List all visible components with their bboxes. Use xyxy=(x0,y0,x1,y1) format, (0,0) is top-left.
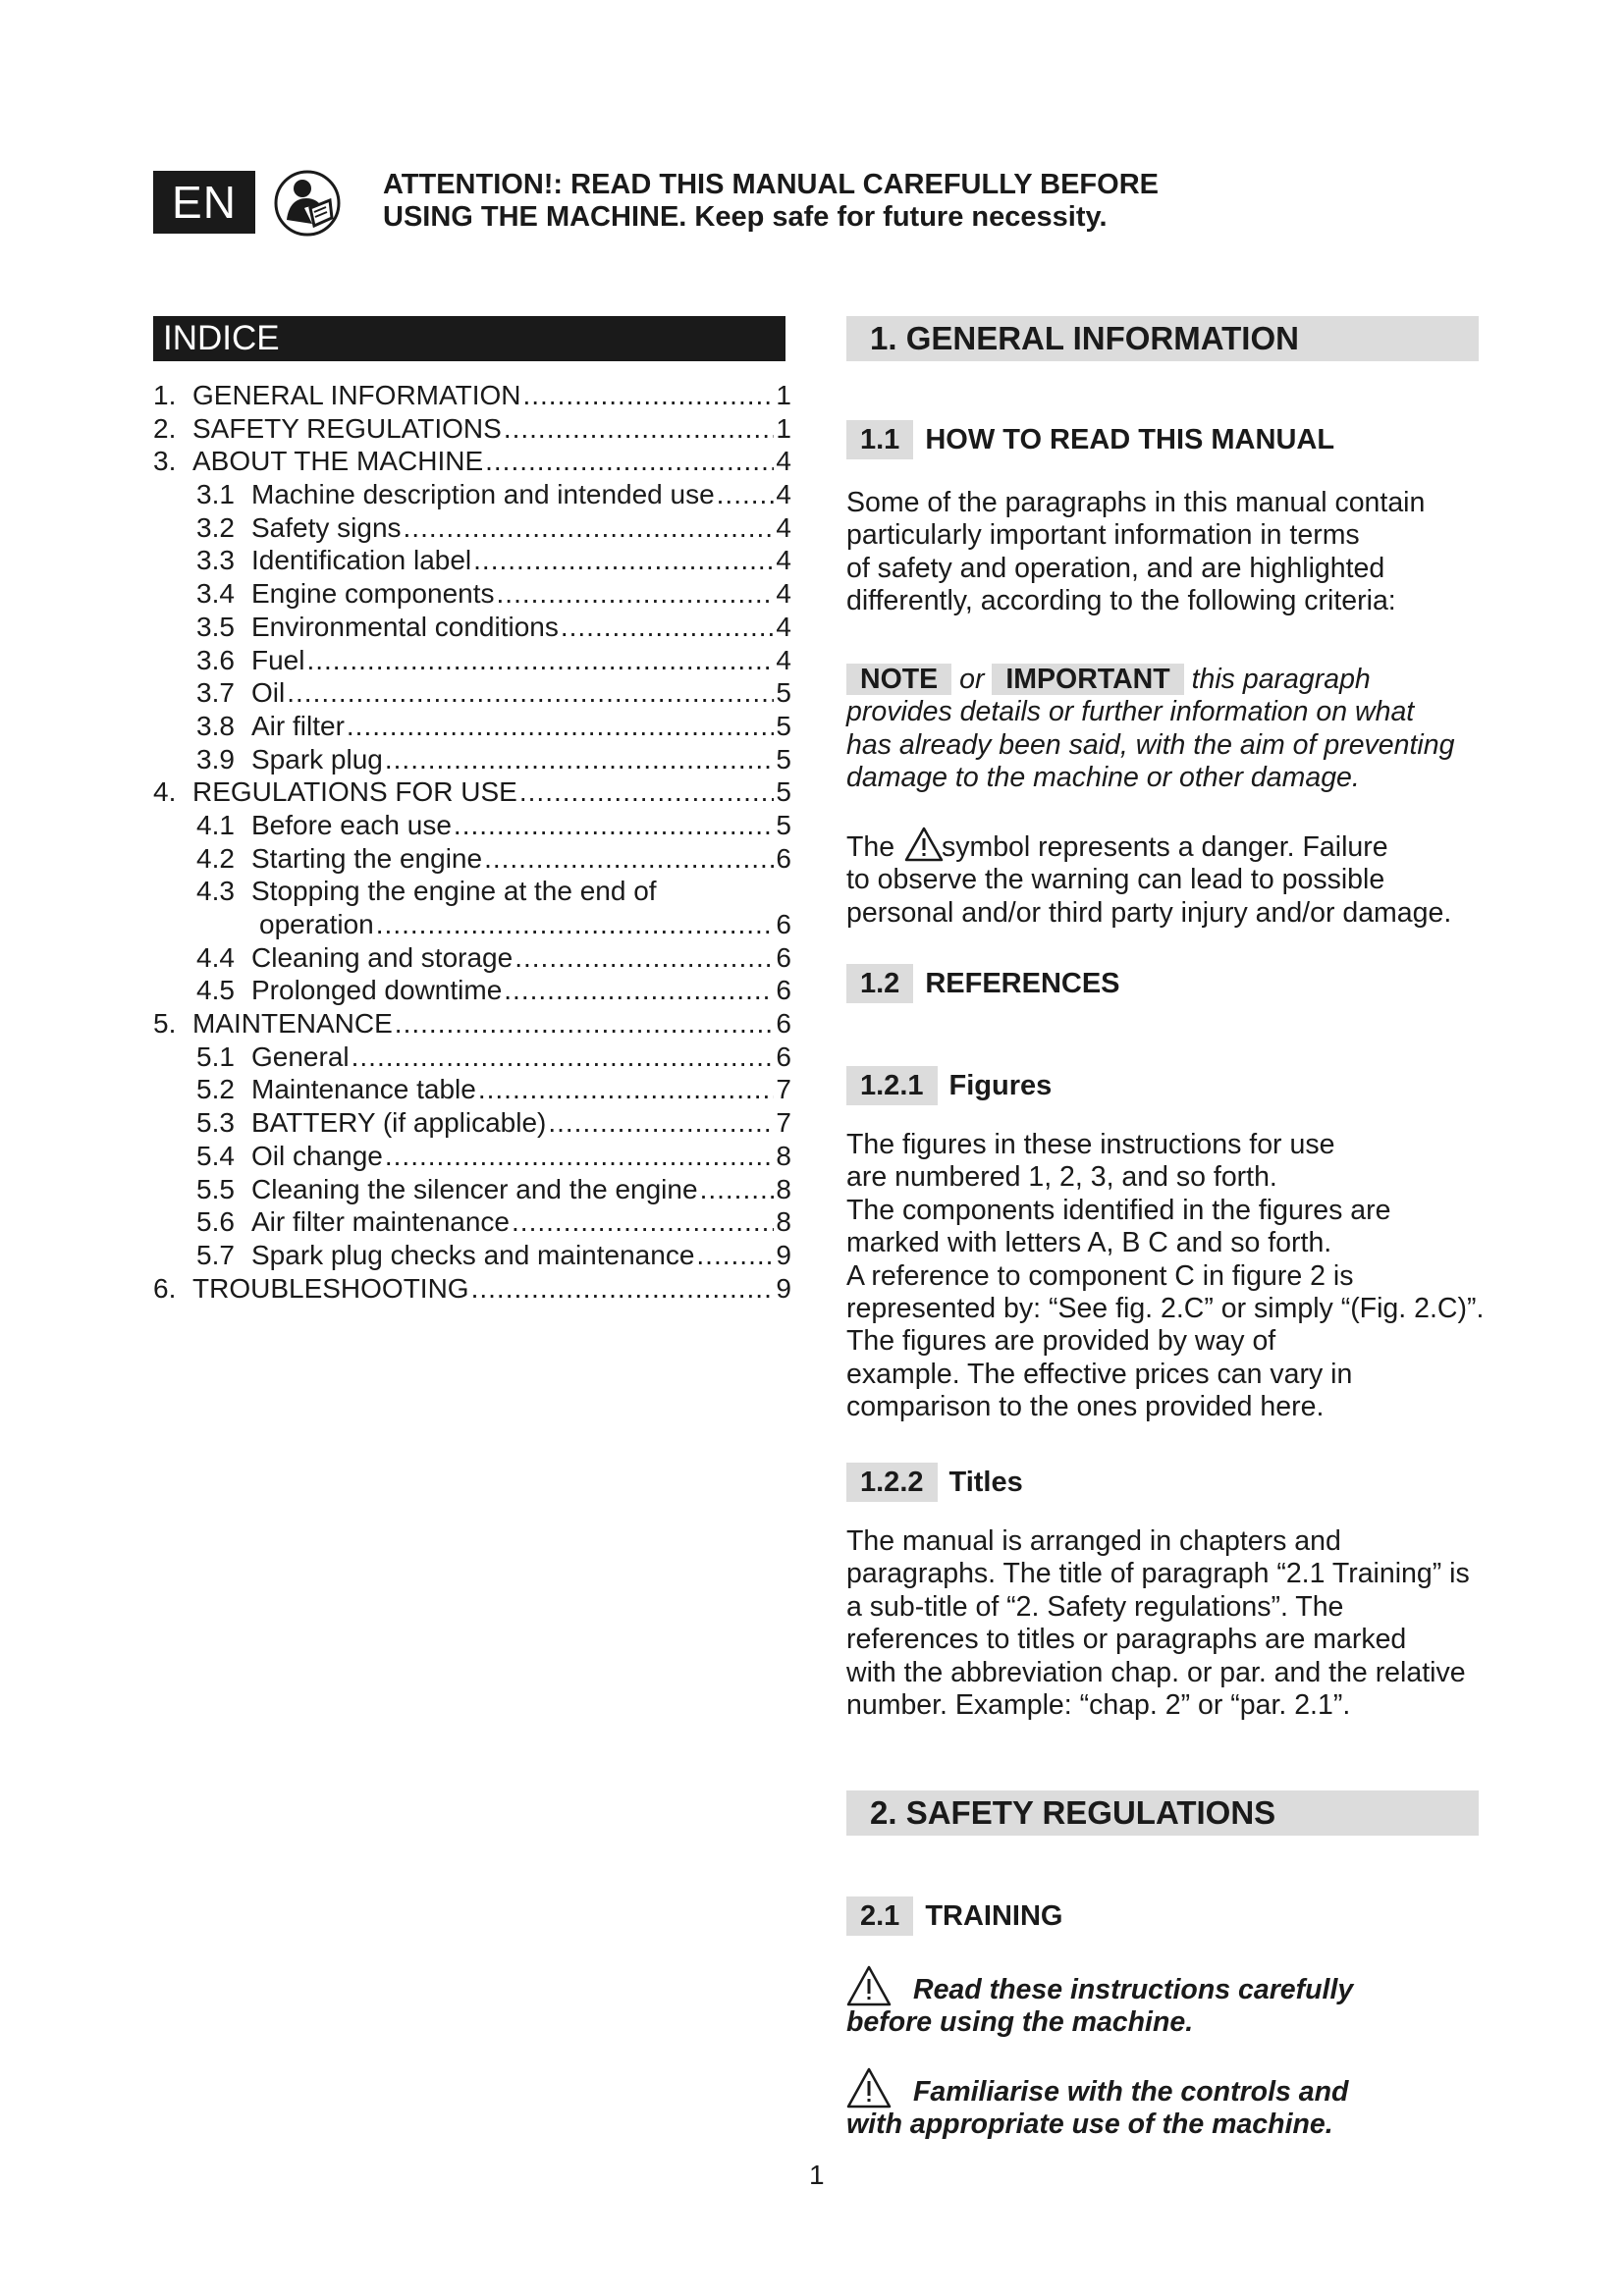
text-line: are numbered 1, 2, 3, and so forth. xyxy=(846,1161,1277,1194)
toc-leader-dots xyxy=(504,974,774,1007)
danger-paragraph xyxy=(846,827,1494,930)
toc-item-label: Engine components xyxy=(251,578,495,610)
toc-item-number: 5.2 xyxy=(196,1074,235,1105)
text-line: of safety and operation, and are highlighted xyxy=(846,552,1385,584)
danger-pre: The xyxy=(846,831,895,863)
text-line: particularly important information in terms xyxy=(846,519,1360,552)
toc-item-number: 5. xyxy=(153,1008,177,1040)
text-line: differently, according to the following criteria: xyxy=(846,585,1396,617)
text-line: has already been said, with the aim of preventing xyxy=(846,728,1455,761)
toc-item-number: 4.5 xyxy=(196,975,235,1006)
text-line: damage to the machine or other damage. xyxy=(846,762,1360,794)
toc-item-page: 7 xyxy=(776,1107,791,1139)
toc-item-page: 8 xyxy=(776,1206,791,1238)
toc-item-page: 6 xyxy=(776,1041,791,1072)
toc-item-label: REGULATIONS FOR USE xyxy=(192,776,517,808)
section-number: 1.1 xyxy=(846,420,913,459)
toc-item-label: Cleaning and storage xyxy=(251,941,514,973)
toc-item[interactable] xyxy=(153,1173,791,1206)
toc-item[interactable] xyxy=(153,611,791,644)
toc-item-page: 1 xyxy=(776,380,791,410)
toc-item-label: SAFETY REGULATIONS xyxy=(192,412,502,444)
toc-item[interactable] xyxy=(153,809,791,842)
toc-item-number: 3.2 xyxy=(196,511,235,543)
toc-item-number: 4. xyxy=(153,776,177,808)
text-line: to observe the warning can lead to possible xyxy=(846,864,1385,896)
danger-post: symbol represents a danger. Failure xyxy=(941,831,1388,863)
note-or: or xyxy=(959,664,985,695)
toc-leader-dots xyxy=(347,710,775,743)
toc-item-page: 5 xyxy=(776,809,791,840)
language-badge: EN xyxy=(153,171,255,234)
toc-item-label: operation xyxy=(259,909,374,939)
toc-item-label: Identification label xyxy=(251,545,472,576)
section-number: 2.1 xyxy=(846,1896,913,1936)
toc-item-label: Spark plug checks and maintenance xyxy=(251,1239,695,1270)
section-title: Figures xyxy=(948,1069,1053,1101)
toc-item[interactable] xyxy=(153,379,791,412)
toc-item-page: 4 xyxy=(776,545,791,576)
toc-leader-dots xyxy=(473,544,774,577)
section-2-1-heading xyxy=(846,1896,1063,1936)
warning-triangle-icon xyxy=(846,1965,892,2006)
toc-item[interactable] xyxy=(153,1272,791,1306)
toc-item-number: 4.3 xyxy=(196,876,235,907)
toc-item-label: Spark plug xyxy=(251,743,383,774)
toc-leader-dots xyxy=(548,1106,774,1140)
toc-item[interactable] xyxy=(153,974,791,1007)
toc-item-label: Air filter maintenance xyxy=(251,1206,511,1238)
toc-item-page: 4 xyxy=(776,511,791,543)
toc-item-page: 4 xyxy=(776,644,791,675)
toc-item-number: 5.3 xyxy=(196,1107,235,1139)
text-line: personal and/or third party injury and/or damage. xyxy=(846,896,1452,929)
toc-item-label: Machine description and intended use xyxy=(251,479,715,510)
toc-item[interactable] xyxy=(153,1140,791,1173)
toc-item[interactable] xyxy=(153,710,791,743)
toc-item-label: Oil change xyxy=(251,1140,383,1171)
toc-item[interactable] xyxy=(153,1205,791,1239)
toc-item-page: 6 xyxy=(776,842,791,874)
toc-item-label: Safety signs xyxy=(251,511,402,543)
toc-item-number: 2. xyxy=(153,412,177,444)
toc-item-label: Fuel xyxy=(251,644,305,675)
table-of-contents xyxy=(153,379,791,1305)
toc-item-label: Air filter xyxy=(251,710,345,741)
text-line: A reference to component C in figure 2 is xyxy=(846,1259,1354,1292)
toc-item-page: 4 xyxy=(776,446,791,477)
toc-leader-dots xyxy=(306,644,774,677)
toc-leader-dots xyxy=(700,1173,775,1206)
toc-leader-dots xyxy=(352,1041,775,1074)
toc-item[interactable] xyxy=(153,1073,791,1106)
toc-item[interactable] xyxy=(153,412,791,446)
figures-paragraph xyxy=(846,1129,1494,1424)
toc-leader-dots xyxy=(717,478,775,511)
toc-item-number: 4.1 xyxy=(196,809,235,840)
warning-text: Read these instructions carefully xyxy=(913,1974,1354,2005)
section-1-2-2-heading xyxy=(846,1463,1023,1502)
toc-leader-dots xyxy=(404,511,775,545)
toc-leader-dots xyxy=(395,1007,775,1041)
toc-item-page: 8 xyxy=(776,1173,791,1204)
toc-item-page: 4 xyxy=(776,611,791,642)
warning-1 xyxy=(846,1965,1494,2040)
toc-leader-dots xyxy=(561,611,775,644)
text-line: comparison to the ones provided here. xyxy=(846,1391,1325,1423)
toc-item[interactable] xyxy=(153,842,791,876)
toc-leader-dots xyxy=(454,809,775,842)
toc-item-number: 6. xyxy=(153,1272,177,1304)
toc-item-number: 3.9 xyxy=(196,743,235,774)
toc-leader-dots xyxy=(497,577,775,611)
toc-item[interactable] xyxy=(153,1106,791,1140)
warning-text: Familiarise with the controls and xyxy=(913,2076,1349,2108)
toc-item-label: Before each use xyxy=(251,809,452,840)
section-number: 1.2 xyxy=(846,964,913,1003)
toc-item-number: 3.6 xyxy=(196,644,235,675)
toc-item-page: 6 xyxy=(776,975,791,1006)
section-title: REFERENCES xyxy=(925,967,1120,999)
toc-item-page: 7 xyxy=(776,1074,791,1105)
toc-item-label: TROUBLESHOOTING xyxy=(192,1272,469,1304)
text-line: number. Example: “chap. 2” or “par. 2.1”. xyxy=(846,1689,1351,1722)
toc-item[interactable] xyxy=(153,743,791,776)
warning-text: with appropriate use of the machine. xyxy=(846,2109,1333,2141)
text-line: represented by: “See fig. 2.C” or simply “(Fig. 2.C)”. xyxy=(846,1293,1485,1325)
toc-item-label: General xyxy=(251,1041,350,1072)
toc-item[interactable] xyxy=(153,1007,791,1041)
warning-triangle-icon xyxy=(904,827,944,862)
section-title: TRAINING xyxy=(925,1899,1063,1932)
toc-item[interactable] xyxy=(153,511,791,545)
toc-item-number: 3.4 xyxy=(196,578,235,610)
toc-leader-dots xyxy=(519,775,775,809)
text-line: a sub-title of “2. Safety regulations”. The xyxy=(846,1590,1344,1623)
toc-item-page: 9 xyxy=(776,1239,791,1270)
attention-line-1: ATTENTION!: READ THIS MANUAL CAREFULLY BEFORE xyxy=(383,169,1159,200)
toc-item-label: BATTERY (if applicable) xyxy=(251,1107,547,1139)
toc-item-label: ABOUT THE MACHINE xyxy=(192,446,484,477)
toc-item-page: 6 xyxy=(776,909,791,939)
toc-leader-dots xyxy=(522,379,774,412)
toc-item-page: 4 xyxy=(776,578,791,610)
section-title: Titles xyxy=(948,1466,1023,1498)
toc-item[interactable] xyxy=(153,644,791,677)
toc-item-label: MAINTENANCE xyxy=(192,1008,393,1040)
page-number: 1 xyxy=(809,2160,825,2190)
toc-item-number: 3.7 xyxy=(196,677,235,709)
toc-item-number: 4.4 xyxy=(196,941,235,973)
section-1-1-heading xyxy=(846,420,1334,459)
toc-item-number: 4.2 xyxy=(196,842,235,874)
toc-leader-dots xyxy=(471,1272,775,1306)
note-label: NOTE xyxy=(846,664,951,695)
attention-notice xyxy=(383,169,1159,234)
section-2-heading: 2. SAFETY REGULATIONS xyxy=(846,1790,1479,1836)
toc-item[interactable] xyxy=(153,445,791,478)
attention-line-2: USING THE MACHINE. Keep safe for future necessity. xyxy=(383,201,1108,233)
text-line: The figures in these instructions for use xyxy=(846,1129,1335,1160)
toc-item-number: 5.6 xyxy=(196,1206,235,1238)
toc-item[interactable] xyxy=(153,676,791,710)
text-line: The components identified in the figures are xyxy=(846,1194,1391,1226)
toc-item-label: Oil xyxy=(251,677,286,709)
toc-item[interactable] xyxy=(153,941,791,975)
toc-item[interactable] xyxy=(153,1041,791,1074)
toc-item-number: 3.3 xyxy=(196,545,235,576)
toc-leader-dots xyxy=(485,445,774,478)
section-number: 1.2.2 xyxy=(846,1463,938,1502)
section-title: HOW TO READ THIS MANUAL xyxy=(925,423,1335,455)
toc-item-number: 5.7 xyxy=(196,1239,235,1270)
toc-leader-dots xyxy=(376,908,775,941)
toc-item-page: 5 xyxy=(776,743,791,774)
section-1-2-1-heading xyxy=(846,1066,1052,1105)
toc-leader-dots xyxy=(478,1073,775,1106)
titles-paragraph xyxy=(846,1525,1494,1722)
note-tail: this paragraph xyxy=(1191,664,1371,695)
warning-triangle-icon xyxy=(846,2067,892,2109)
warning-2 xyxy=(846,2067,1494,2142)
toc-leader-dots xyxy=(504,412,775,446)
toc-leader-dots xyxy=(287,676,774,710)
toc-item-label: Prolonged downtime xyxy=(251,975,503,1006)
toc-item-number: 3.8 xyxy=(196,710,235,741)
toc-item-number: 1. xyxy=(153,380,177,410)
toc-item[interactable] xyxy=(153,908,791,941)
read-manual-icon xyxy=(273,169,342,238)
toc-item-page: 6 xyxy=(776,1008,791,1040)
text-line: with the abbreviation chap. or par. and the relative xyxy=(846,1656,1466,1688)
toc-item-page: 9 xyxy=(776,1272,791,1304)
toc-leader-dots xyxy=(385,1140,775,1173)
toc-item-label: Environmental conditions xyxy=(251,611,559,642)
intro-paragraph xyxy=(846,487,1494,618)
toc-item-number: 3. xyxy=(153,446,177,477)
text-line: references to titles or paragraphs are marked xyxy=(846,1624,1407,1656)
toc-item-page: 5 xyxy=(776,776,791,808)
text-line: The manual is arranged in chapters and xyxy=(846,1525,1341,1557)
toc-item[interactable] xyxy=(153,544,791,577)
toc-leader-dots xyxy=(696,1239,774,1272)
toc-item-page: 6 xyxy=(776,941,791,973)
toc-item-number: 3.1 xyxy=(196,479,235,510)
toc-item-label: Stopping the engine at the end of xyxy=(251,876,657,907)
toc-item-page: 1 xyxy=(776,412,791,444)
toc-leader-dots xyxy=(385,743,775,776)
toc-item-number: 5.5 xyxy=(196,1173,235,1204)
toc-item[interactable] xyxy=(153,478,791,511)
toc-leader-dots xyxy=(512,1205,774,1239)
toc-item-label: Maintenance table xyxy=(251,1074,476,1105)
toc-item-page: 5 xyxy=(776,710,791,741)
toc-item-label: Starting the engine xyxy=(251,842,483,874)
toc-leader-dots xyxy=(484,842,774,876)
section-number: 1.2.1 xyxy=(846,1066,938,1105)
toc-leader-dots xyxy=(514,941,774,975)
text-line: marked with letters A, B C and so forth. xyxy=(846,1227,1332,1259)
toc-item-page: 5 xyxy=(776,677,791,709)
section-1-2-heading xyxy=(846,964,1120,1003)
toc-item[interactable] xyxy=(153,577,791,611)
toc-item-number: 3.5 xyxy=(196,611,235,642)
index-title: INDICE xyxy=(153,316,785,361)
toc-item[interactable] xyxy=(153,875,791,908)
warning-text: before using the machine. xyxy=(846,2006,1194,2039)
toc-item-label: Cleaning the silencer and the engine xyxy=(251,1173,698,1204)
toc-item-page: 4 xyxy=(776,479,791,510)
toc-item[interactable] xyxy=(153,1239,791,1272)
text-line: example. The effective prices can vary in xyxy=(846,1358,1353,1390)
toc-item[interactable] xyxy=(153,775,791,809)
note-paragraph xyxy=(846,664,1494,795)
section-1-heading: 1. GENERAL INFORMATION xyxy=(846,316,1479,361)
important-label: IMPORTANT xyxy=(992,664,1183,695)
text-line: Some of the paragraphs in this manual contain xyxy=(846,487,1426,518)
toc-item-label: GENERAL INFORMATION xyxy=(192,380,521,410)
toc-item-page: 8 xyxy=(776,1140,791,1171)
toc-item-number: 5.1 xyxy=(196,1041,235,1072)
text-line: provides details or further information on what xyxy=(846,696,1415,728)
text-line: paragraphs. The title of paragraph “2.1 Training” is xyxy=(846,1558,1470,1590)
toc-item-number: 5.4 xyxy=(196,1140,235,1171)
text-line: The figures are provided by way of xyxy=(846,1325,1276,1358)
